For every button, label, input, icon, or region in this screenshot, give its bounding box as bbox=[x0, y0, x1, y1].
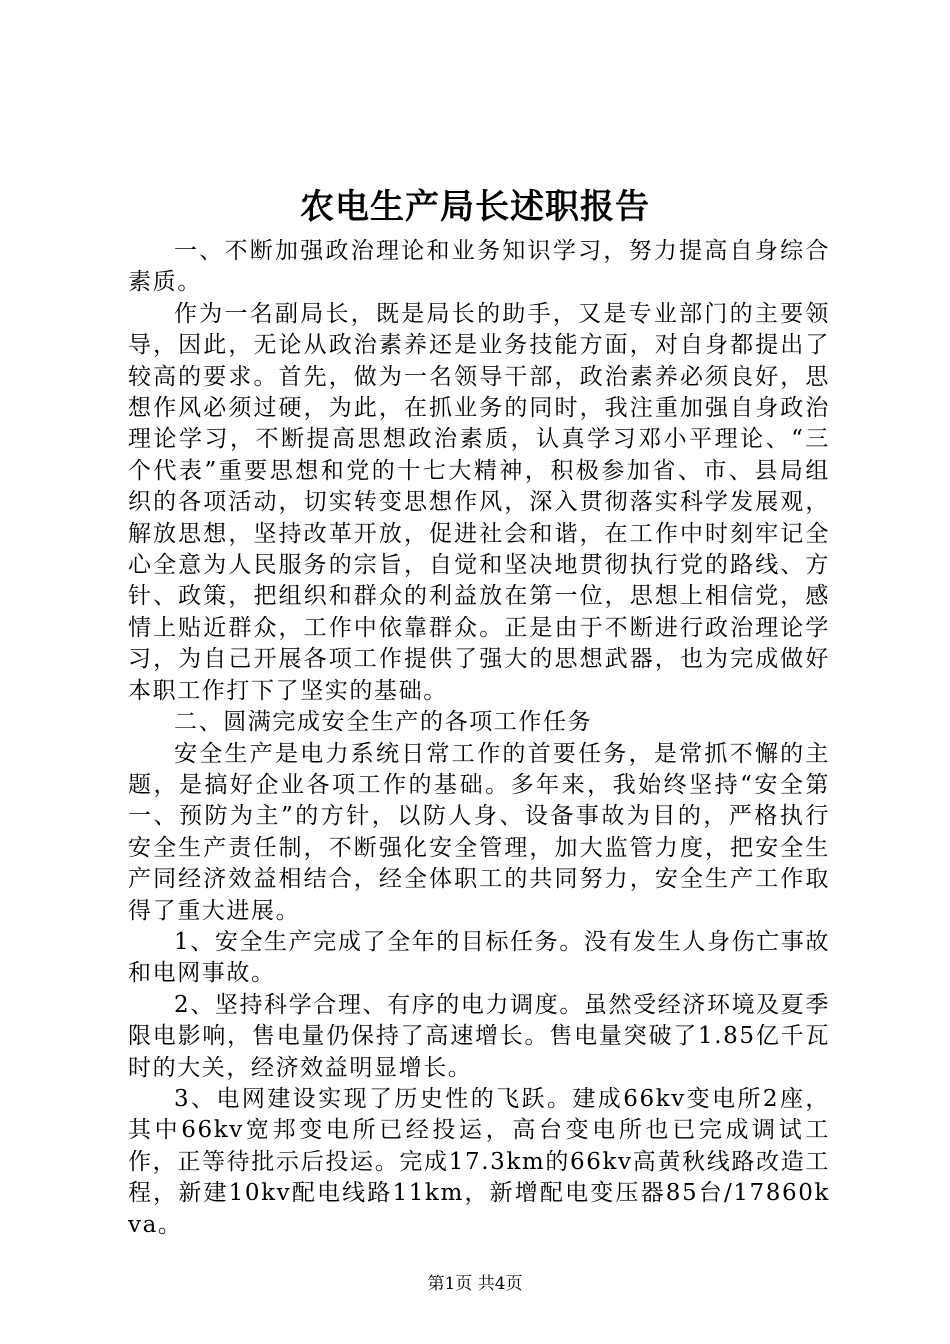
paragraph-item-3: 3、电网建设实现了历史性的飞跃。建成66kv变电所2座，其中66kv宽邦变电所已经投运，高台变电所也已完成调试工作，正等待批示后投运。完成17.3km的66kv高黄秋线路改造工程，新建10kv配电线路11km，新增配电变压器85台/17860kva。 bbox=[128, 1085, 830, 1238]
paragraph-item-1: 1、安全生产完成了全年的目标任务。没有发生人身伤亡事故和电网事故。 bbox=[128, 928, 830, 987]
paragraph-safety-production: 安全生产是电力系统日常工作的首要任务，是常抓不懈的主题，是搞好企业各项工作的基础。多年来，我始终坚持“安全第一、预防为主”的方针，以防人身、设备事故为目的，严格执行安全生产责任制，不断强化安全管理，加大监管力度，把安全生产同经济效益相结合，经全体职工的共同努力，安全生产工作取得了重大进展。 bbox=[128, 740, 830, 924]
paragraph-section-2-heading: 二、圆满完成安全生产的各项工作任务 bbox=[174, 709, 593, 736]
document-title: 农电生产局长述职报告 bbox=[300, 187, 650, 227]
paragraph-item-2: 2、坚持科学合理、有序的电力调度。虽然受经济环境及夏季限电影响，售电量仍保持了高速增长。售电量突破了1.85亿千瓦时的大关，经济效益明显增长。 bbox=[128, 991, 830, 1081]
paragraph-political-study: 作为一名副局长，既是局长的助手，又是专业部门的主要领导，因此，无论从政治素养还是业务技能方面，对自身都提出了较高的要求。首先，做为一名领导干部，政治素养必须良好，思想作风必须过硬，为此，在抓业务的同时，我注重加强自身政治理论学习，不断提高思想政治素质，认真学习邓小平理论、“三个代表”重要思想和党的十七大精神，积极参加省、市、县局组织的各项活动，切实转变思想作风，深入贯彻落实科学发展观，解放思想，坚持改革开放，促进社会和谐，在工作中时刻牢记全心全意为人民服务的宗旨，自觉和坚决地贯彻执行党的路线、方针、政策，把组织和群众的利益放在第一位，思想上相信党，感情上贴近群众，工作中依靠群众。正是由于不断进行政治理论学习，为自己开展各项工作提供了强大的思想武器，也为完成做好本职工作打下了坚实的基础。 bbox=[128, 300, 830, 704]
paragraph-section-1-heading: 一、不断加强政治理论和业务知识学习，努力提高自身综合素质。 bbox=[128, 238, 830, 296]
page-number-footer: 第1页 共4页 bbox=[427, 1274, 523, 1294]
document-body bbox=[128, 236, 830, 1241]
